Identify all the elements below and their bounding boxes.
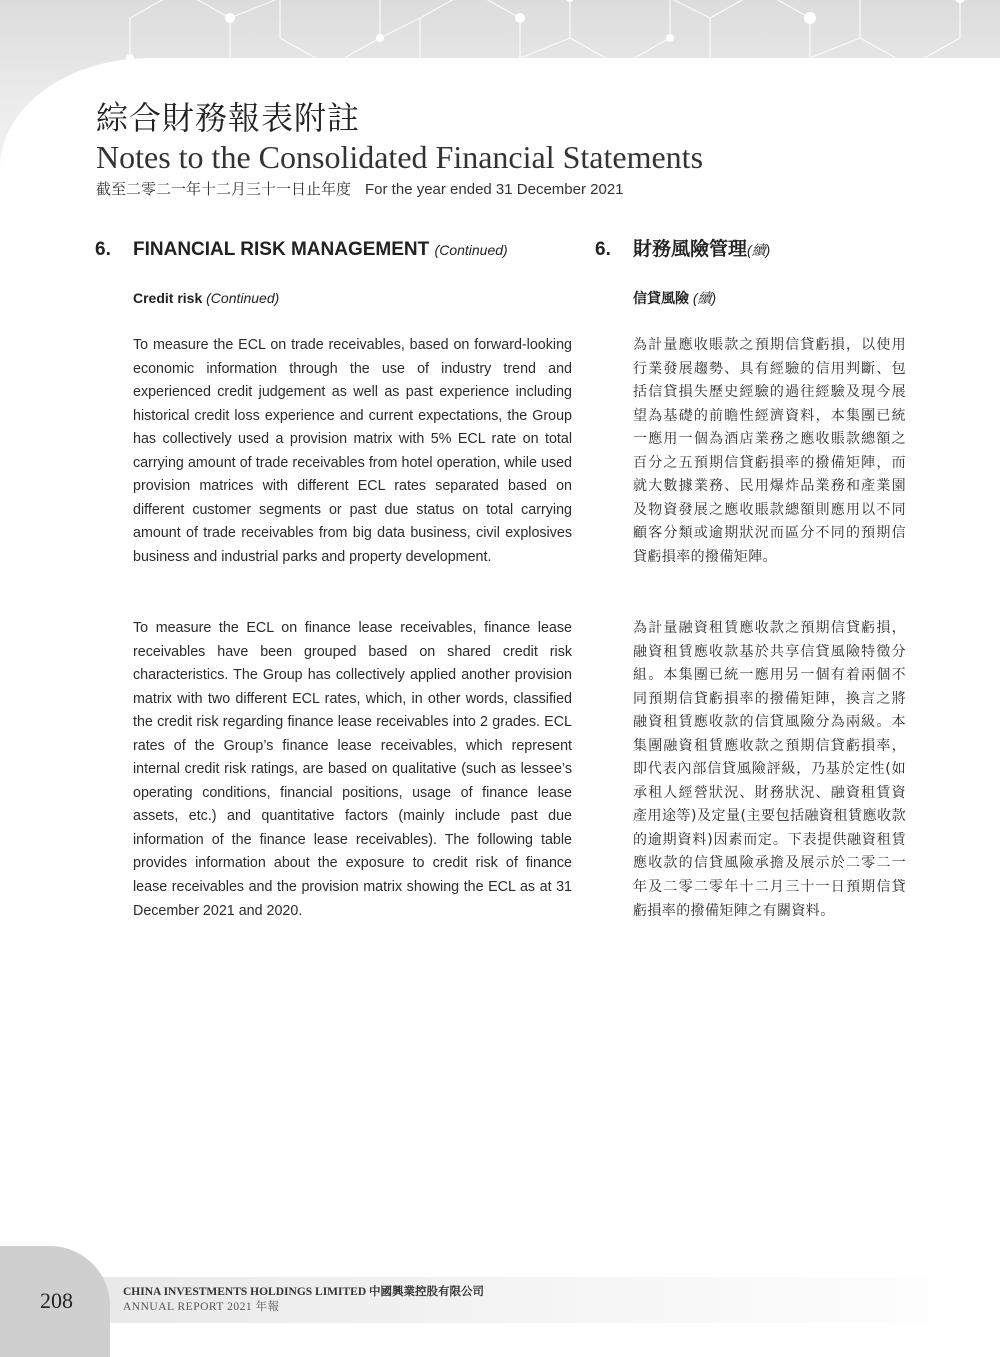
page-title-english: Notes to the Consolidated Financial Statements — [96, 139, 704, 175]
reporting-period — [96, 180, 624, 200]
reporting-period-english: For the year ended 31 December 2021 — [365, 181, 624, 198]
paragraph-en-trade-receivables: To measure the ECL on trade receivables, based on forward-looking economic information through the use of industry trend and experienced credit judgement as well as past experience including historical credit loss experience and current expectations, the Group has collectively used a provision matrix with 5% ECL rate on total carrying amount of trade receivables from hotel operation, while used provision matrices with different ECL rates separated based on different customer segments or past due status on total carrying amount of trade receivables from big data business, civil explosives business and industrial parks and property development. — [133, 337, 572, 565]
section-number-en: 6. — [95, 239, 111, 260]
page-title-chinese: 綜合財務報表附註 — [96, 99, 361, 137]
subheading-en-text: Credit risk — [133, 290, 203, 306]
section-title-zh-text: 財務風險管理 — [633, 239, 748, 260]
section-title-en — [133, 238, 508, 262]
section-title-zh — [633, 238, 770, 262]
footer-report-title: ANNUAL REPORT 2021 年報 — [123, 1301, 280, 1313]
subheading-continued-zh: (續) — [692, 290, 717, 306]
subheading-zh-text: 信貸風險 — [633, 290, 689, 306]
paragraph-zh-finance-lease: 為計量融資租賃應收款之預期信貸虧損，融資租賃應收款基於共享信貸風險特徵分組。本集團已統一應用另一個有着兩個不同預期信貸虧損率的撥備矩陣，換言之將融資租賃應收款的信貸風險分為兩級。本集團融資租賃應收款之預期信貸虧損率，即代表內部信貸風險評級，乃基於定性(如承租人經營狀況、財務狀況、融資租賃資產用途等)及定量(主要包括融資租賃應收款的逾期資料)因素而定。下表提供融資租賃應收款的信貸風險承擔及展示於二零二一年及二零二零年十二月三十一日預期信貸虧損率的撥備矩陣之有關資料。 — [633, 620, 906, 919]
paragraph-en-finance-lease: To measure the ECL on finance lease receivables, finance lease receivables have been grouped based on shared credit risk characteristics. The Group has collectively applied another provision matrix with two different ECL rates, which, in other words, classified the credit risk regarding finance lease receivables into 2 grades. ECL rates of the Group’s finance lease receivables, which represent internal credit risk ratings, are based on qualitative (such as lessee’s operating conditions, financial positions, usage of finance lease assets, etc.) and quantitative factors (mainly include past due information of the finance lease receivables). The following table provides information about the exposure to credit risk of finance lease receivables and the provision matrix showing the ECL as at 31 December 2021 and 2020. — [133, 620, 572, 919]
subheading-continued-en: (Continued) — [206, 290, 280, 306]
reporting-period-chinese: 截至二零二一年十二月三十一日止年度 — [96, 181, 352, 198]
section-continued-en: (Continued) — [434, 242, 508, 258]
paragraph-zh-trade-receivables: 為計量應收賬款之預期信貸虧損，以使用行業發展趨勢、具有經驗的信用判斷、包括信貸損失歷史經驗的過往經驗及現今展望為基礎的前瞻性經濟資料，本集團已統一應用一個為酒店業務之應收賬款總額之百分之五預期信貸虧損率的撥備矩陣，而就大數據業務、民用爆炸品業務和產業園及物資發展之應收賬款總額則應用以不同顧客分類或逾期狀況而區分不同的預期信貸虧損率的撥備矩陣。 — [633, 337, 906, 565]
subheading-credit-risk-en — [133, 288, 279, 308]
footer-company-name: CHINA INVESTMENTS HOLDINGS LIMITED 中國興業控股有限公司 — [123, 1286, 485, 1298]
subheading-credit-risk-zh — [633, 288, 716, 308]
page-number: 208 — [40, 1288, 73, 1313]
section-continued-zh: (續) — [747, 242, 771, 258]
section-title-en-text: FINANCIAL RISK MANAGEMENT — [133, 239, 430, 260]
section-number-zh: 6. — [595, 239, 611, 260]
